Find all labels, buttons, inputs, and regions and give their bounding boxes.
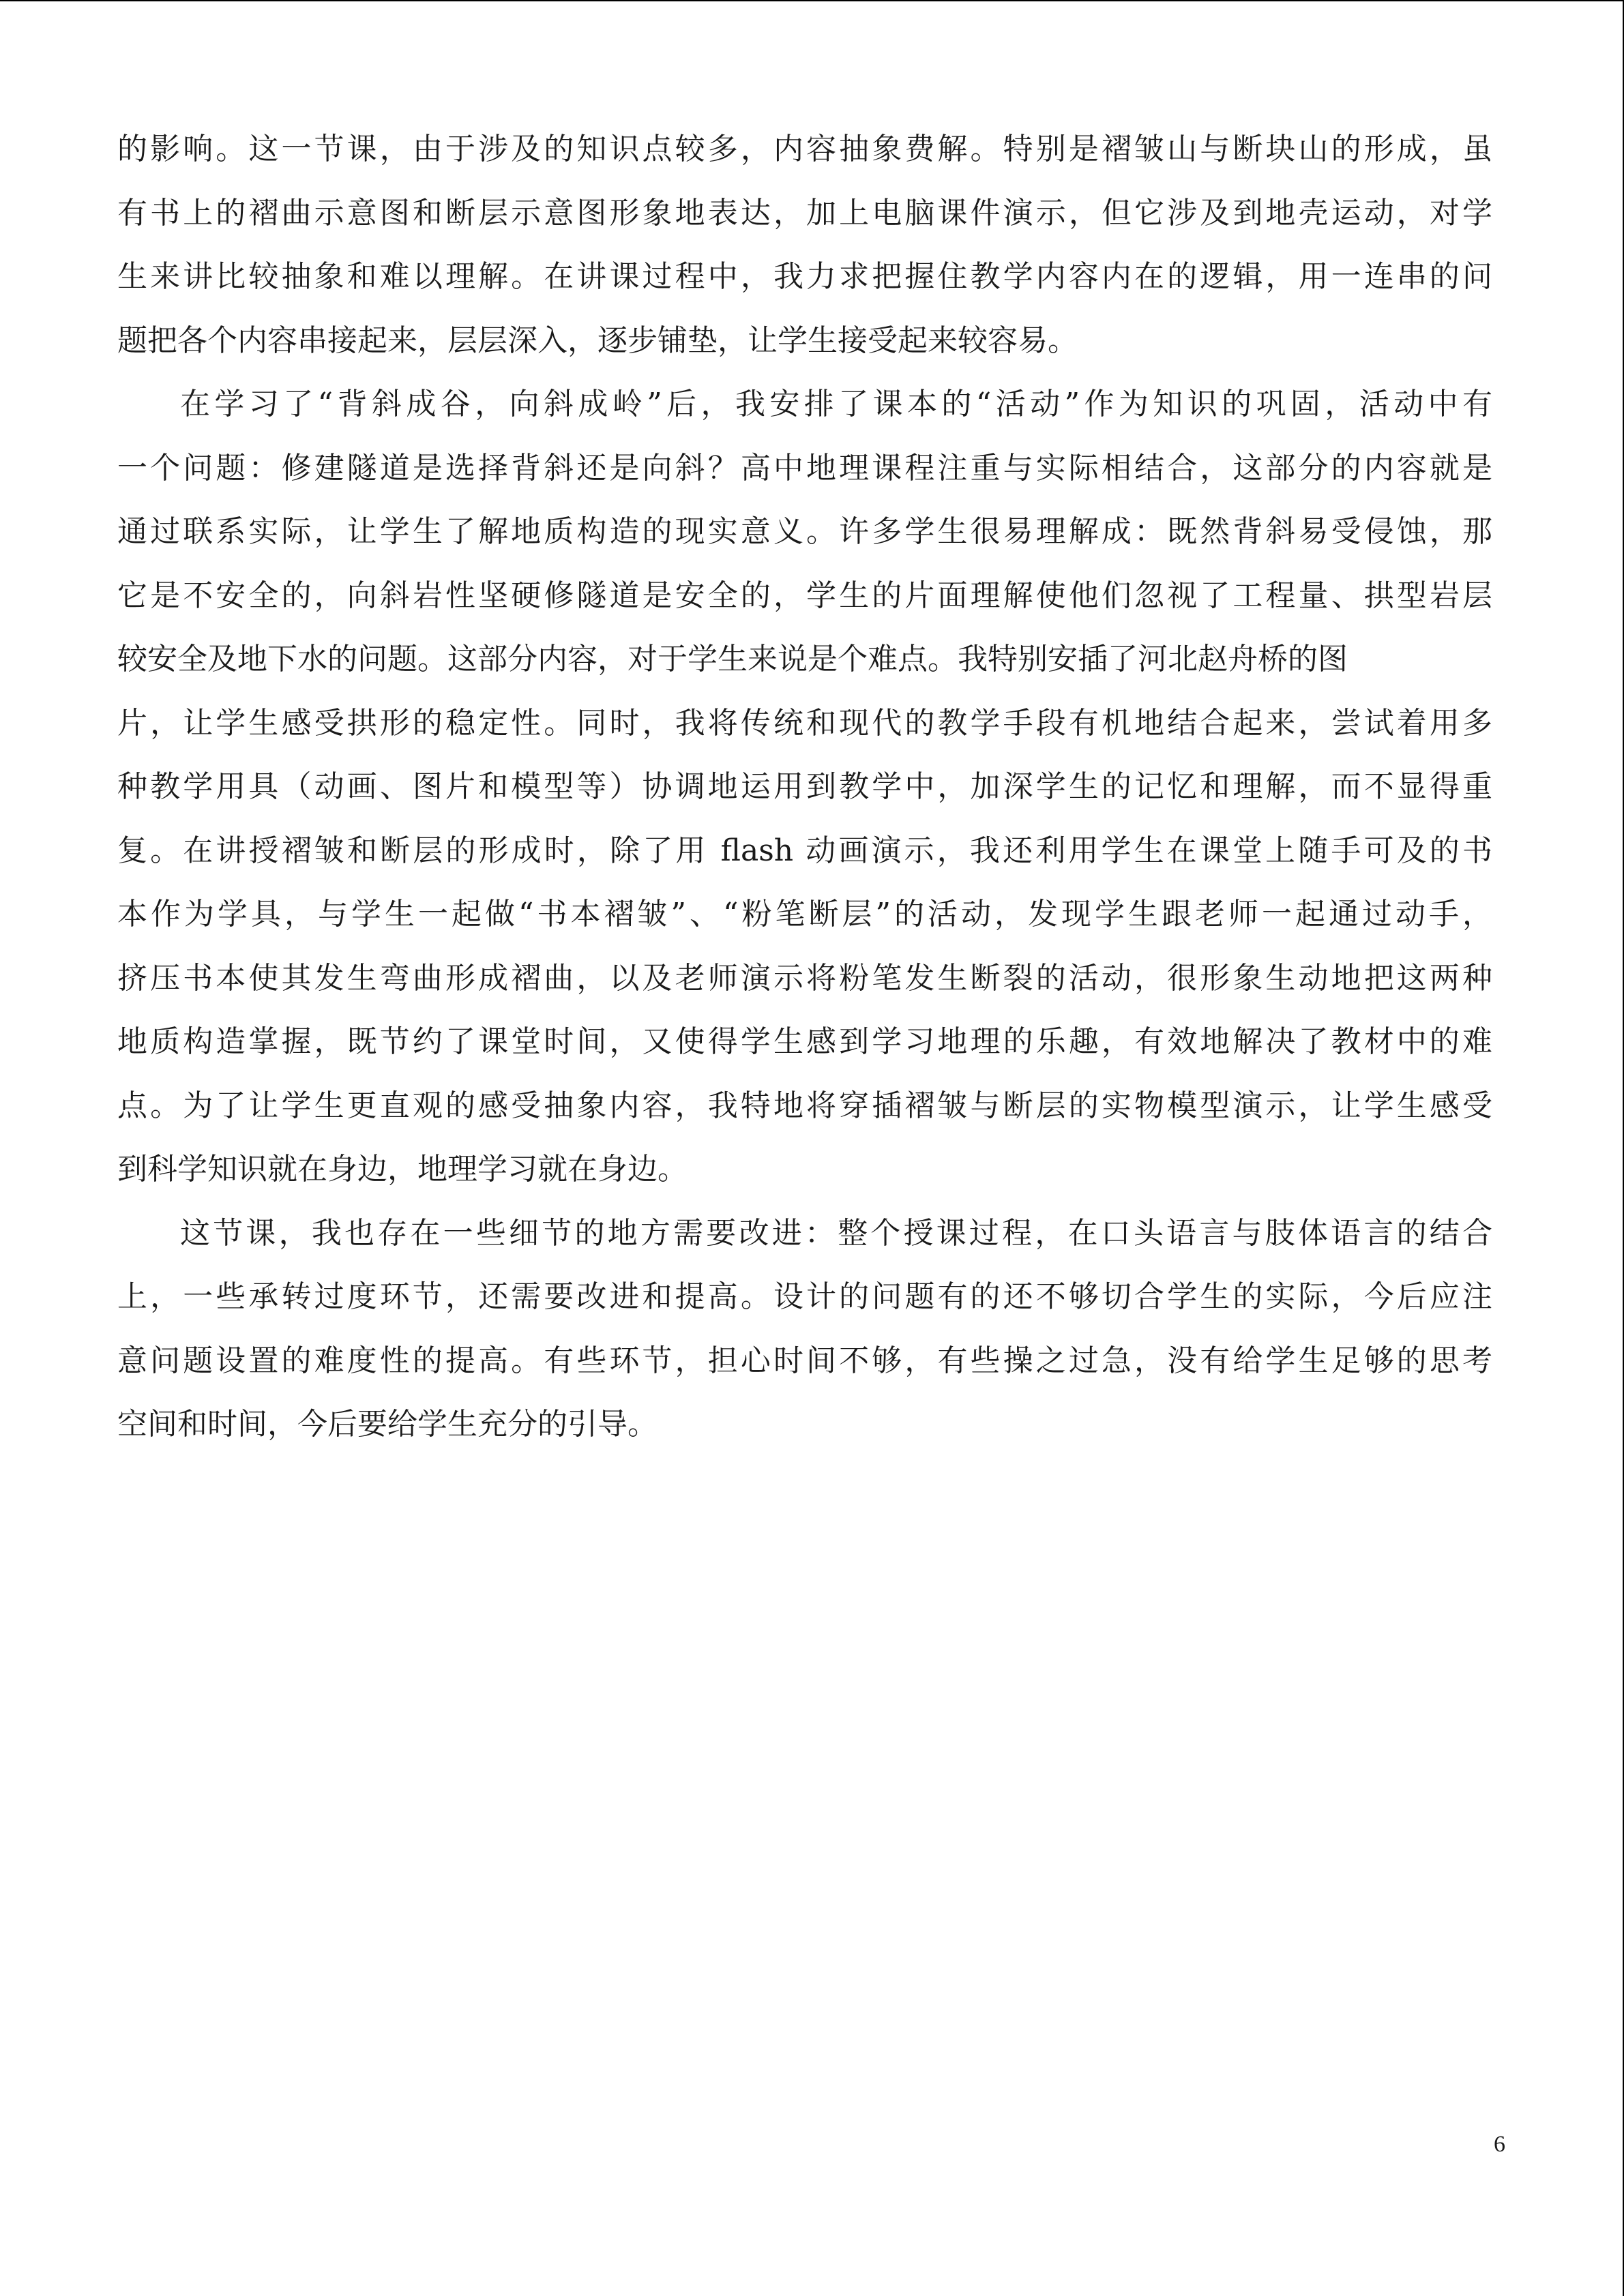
text-line: 生来讲比较抽象和难以理解。在讲课过程中，我力求把握住教学内容内在的逻辑，用一连串的问 [117,259,1492,294]
text-line: 到科学知识就在身边，地理学习就在身边。 [117,1152,688,1187]
document-body [117,117,1492,1457]
paragraph-1 [117,117,1492,372]
text-line: 有书上的褶曲示意图和断层示意图形象地表达，加上电脑课件演示，但它涉及到地壳运动，对学 [117,195,1492,230]
text-line: 点。为了让学生更直观的感受抽象内容，我特地将穿插褶皱与断层的实物模型演示，让学生感受 [117,1088,1492,1123]
text-line: 本作为学具，与学生一起做“书本褶皱”、“粉笔断层”的活动，发现学生跟老师一起通过动手， [117,897,1492,931]
text-line: 较安全及地下水的问题。这部分内容，对于学生来说是个难点。我特别安插了河北赵舟桥的图 [117,642,1348,676]
text-line: 这节课，我也存在一些细节的地方需要改进：整个授课过程，在口头语言与肢体语言的结合 [180,1215,1492,1251]
text-line: 通过联系实际，让学生了解地质构造的现实意义。许多学生很易理解成：既然背斜易受侵蚀，那 [117,514,1492,549]
text-line: 意问题设置的难度性的提高。有些环节，担心时间不够，有些操之过急，没有给学生足够的思考 [117,1343,1492,1378]
text-line: 它是不安全的，向斜岩性坚硬修隧道是安全的，学生的片面理解使他们忽视了工程量、拱型岩层 [117,578,1492,613]
text-line: 题把各个内容串接起来，层层深入，逐步铺垫，让学生接受起来较容易。 [117,323,1078,358]
paragraph-3 [117,1202,1492,1457]
text-line: 在学习了“背斜成谷，向斜成岭”后，我安排了课本的“活动”作为知识的巩固，活动中有 [180,387,1492,421]
page-number: 6 [1494,2132,1505,2157]
text-line: 种教学用具（动画、图片和模型等）协调地运用到教学中，加深学生的记忆和理解，而不显得重 [117,769,1492,804]
text-line: 空间和时间，今后要给学生充分的引导。 [117,1407,658,1442]
text-line: 片，让学生感受拱形的稳定性。同时，我将传统和现代的教学手段有机地结合起来，尝试着用多 [117,705,1492,741]
text-line: 地质构造掌握，既节约了课堂时间，又使得学生感到学习地理的乐趣，有效地解决了教材中的难 [117,1024,1492,1059]
paragraph-2 [117,372,1492,1202]
text-line: 一个问题：修建隧道是选择背斜还是向斜？高中地理课程注重与实际相结合，这部分的内容就是 [117,450,1492,486]
text-line: 上，一些承转过度环节，还需要改进和提高。设计的问题有的还不够切合学生的实际，今后应注 [117,1279,1492,1314]
text-line: 挤压书本使其发生弯曲形成褶曲，以及老师演示将粉笔发生断裂的活动，很形象生动地把这两种 [117,960,1492,996]
text-line: 复。在讲授褶皱和断层的形成时，除了用 flash 动画演示，我还利用学生在课堂上随手可及的书 [117,833,1492,868]
text-line: 的影响。这一节课，由于涉及的知识点较多，内容抽象费解。特别是褶皱山与断块山的形成，虽 [117,132,1492,166]
page-border-top [0,0,1624,1]
